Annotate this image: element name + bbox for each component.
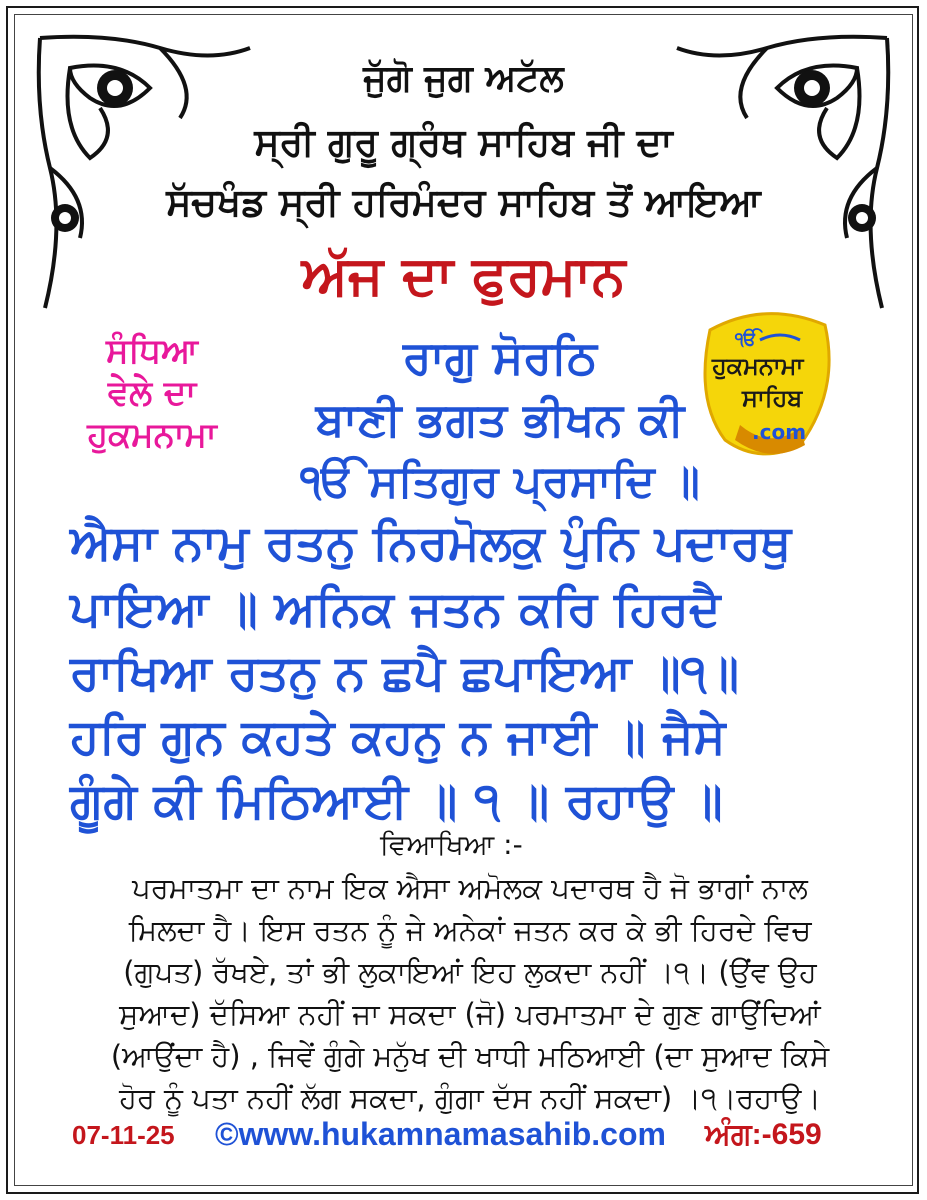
vyakhya-line-3: (ਗੁਪਤ) ਰੱਖਏ, ਤਾਂ ਭੀ ਲੁਕਾਇਆਂ ਇਹ ਲੁਕਦਾ ਨਹੀਂ ।੧। (ਉਂਵ ਉਹ xyxy=(123,955,817,989)
footer-website-link[interactable]: ©www.hukamnamasahib.com xyxy=(215,1116,666,1152)
header-line-3: ਸੱਚਖੰਡ ਸ੍ਰੀ ਹਰਿਮੰਦਰ ਸਾਹਿਬ ਤੋਂ ਆਇਆ xyxy=(166,180,761,224)
vyakhya-line-5: (ਆਉਂਦਾ ਹੈ) , ਜਿਵੇਂ ਗੁੰਗੇ ਮਨੁੱਖ ਦੀ ਖਾਧੀ ਮਠਿਆਈ (ਦਾ ਸੁਆਦ ਕਿਸੇ xyxy=(110,1039,830,1073)
evening-label-line-3: ਹੁਕਮਨਾਮਾ xyxy=(87,415,217,455)
raag-line-3: ੴ ਸਤਿਗੁਰ ਪ੍ਰਸਾਦਿ ॥ xyxy=(300,456,700,507)
evening-label xyxy=(62,330,242,456)
today-title: ਅੱਜ ਦਾ ਫੁਰਮਾਨ xyxy=(301,244,626,307)
header-line-1: ਜੁੱਗੋ ਜੁਗ ਅਟੱਲ xyxy=(363,58,564,99)
shabad-line-5: ਗੂੰਗੇ ਕੀ ਮਿਠਿਆਈ ॥ ੧ ॥ ਰਹਾਉ ॥ xyxy=(70,773,723,829)
shabad-line-4: ਹਰਿ ਗੁਨ ਕਹਤੇ ਕਹਨੁ ਨ ਜਾਈ ॥ ਜੈਸੇ xyxy=(70,709,726,765)
header-line-2: ਸ੍ਰੀ ਗੁਰੂ ਗ੍ਰੰਥ ਸਾਹਿਬ ਜੀ ਦਾ xyxy=(254,120,673,164)
logo-text-sahib: ਸਾਹਿਬ xyxy=(742,384,803,412)
raag-line-2: ਬਾਣੀ ਭਗਤ ਭੀਖਨ ਕੀ xyxy=(315,392,685,446)
evening-label-line-2: ਵੇਲੇ ਦਾ xyxy=(107,373,197,413)
shabad-line-3: ਰਾਖਿਆ ਰਤਨੁ ਨ ਛਪੈ ਛਪਾਇਆ ॥੧॥ xyxy=(70,645,739,701)
vyakhya-line-6: ਹੋਰ ਨੂੰ ਪਤਾ ਨਹੀਂ ਲੱਗ ਸਕਦਾ, ਗੁੰਗਾ ਦੱਸ ਨਹੀਂ ਸਕਦਾ) ।੧।ਰਹਾਉ। xyxy=(119,1081,821,1115)
shabad-line-1: ਐਸਾ ਨਾਮੁ ਰਤਨੁ ਨਿਰਮੋਲਕੁ ਪੁੰਨਿ ਪਦਾਰਥੁ xyxy=(70,515,792,571)
logo-text-hukamnama: ਹੁਕਮਨਾਮਾ xyxy=(712,352,804,380)
shabad-line-2: ਪਾਇਆ ॥ ਅਨਿਕ ਜਤਨ ਕਰਿ ਹਿਰਦੈ xyxy=(70,581,721,637)
footer-ang: ਅੰਗ:-659 xyxy=(705,1118,822,1151)
footer-date: 07-11-25 xyxy=(72,1120,175,1150)
logo-text-com: .com xyxy=(752,420,807,444)
raag-line-1: ਰਾਗੁ ਸੋਰਠਿ xyxy=(403,330,597,384)
ek-onkar-symbol: ੴ xyxy=(735,329,757,350)
vyakhya-line-4: ਸੁਆਦ) ਦੱਸਿਆ ਨਹੀਂ ਜਾ ਸਕਦਾ (ਜੋ) ਪਰਮਾਤਮਾ ਦੇ ਗੁਣ ਗਾਉਂਦਿਆਂ xyxy=(119,997,821,1031)
evening-label-line-1: ਸੰਧਿਆ xyxy=(105,331,198,371)
vyakhya-line-2: ਮਿਲਦਾ ਹੈ। ਇਸ ਰਤਨ ਨੂੰ ਜੇ ਅਨੇਕਾਂ ਜਤਨ ਕਰ ਕੇ ਭੀ ਹਿਰਦੇ ਵਿਚ xyxy=(128,913,812,947)
vyakhya-line-1: ਪਰਮਾਤਮਾ ਦਾ ਨਾਮ ਇਕ ਐਸਾ ਅਮੋਲਕ ਪਦਾਰਥ ਹੈ ਜੋ ਭਾਗਾਂ ਨਾਲ xyxy=(132,871,808,905)
vyakhya-heading: ਵਿਆਖਿਆ :- xyxy=(380,828,523,861)
footer xyxy=(0,1116,927,1160)
